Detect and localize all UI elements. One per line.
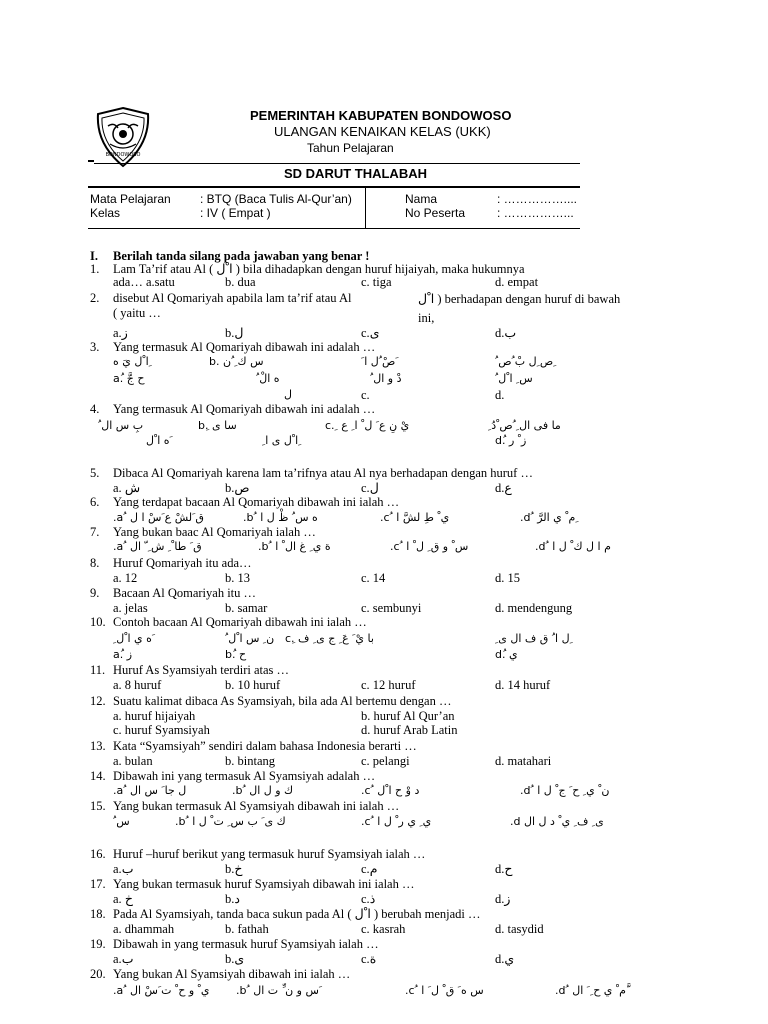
header-exam: ULANGAN KENAIKAN KELAS (UKK) (274, 124, 491, 139)
q11-option-b[interactable]: b. 10 huruf (225, 678, 281, 692)
q17-option-a[interactable]: a. خ (113, 892, 133, 906)
q17-option-b[interactable]: b.د (225, 892, 240, 906)
q7-option-d[interactable]: .d ُ م ا ل ك ْ ل ا (535, 540, 611, 553)
question-2-line2: ( yaitu … (113, 306, 161, 320)
q3-option-a-word[interactable]: ا ْل يَ ه ِ (113, 355, 152, 368)
q12-option-d[interactable]: d. huruf Arab Latin (361, 723, 458, 737)
q2-option-c[interactable]: c.ى (361, 326, 380, 340)
q15-option-c[interactable]: .c ُ ي ِ ي ر ْ ل ا (361, 815, 432, 828)
q18-option-d[interactable]: d. tasydid (495, 922, 544, 936)
q19-option-a[interactable]: a.ب (113, 952, 134, 966)
q17-option-d[interactable]: d.ز (495, 892, 511, 906)
q19-option-d[interactable]: d.ي (495, 952, 515, 966)
q14-option-b[interactable]: .b ُ ك و ل ال (232, 784, 294, 797)
q6-option-a[interactable]: .a ُ ق َلشْ ع َسْ ا ل (113, 511, 204, 524)
q1-option-d[interactable]: d. empat (495, 275, 539, 289)
value-kelas: : IV ( Empat ) (200, 206, 271, 220)
q5-option-a[interactable]: a. ش (113, 481, 141, 495)
q14-option-c[interactable]: .c ُ د وْ ح ا ْل (361, 784, 420, 797)
q1-option-b[interactable]: b. dua (225, 275, 256, 289)
q3-row3-d: d. (495, 388, 505, 402)
question-2-line2-right: ini, (418, 311, 435, 325)
q3-row2-b: ُ ه الْ (256, 372, 280, 385)
label-nama: Nama (405, 192, 438, 206)
header-government: PEMERINTAH KABUPATEN BONDOWOSO (250, 108, 512, 123)
q20-option-b[interactable]: .b ُ س و ن ِّ ت ال َ (236, 984, 323, 997)
q15-option-b[interactable]: .b ُ ك ى َ ب س ِ ت ْ ل ا (175, 815, 286, 828)
q8-option-a[interactable]: a. 12 (113, 571, 138, 585)
q4-row2-d: d.ُ ز ْ ر (495, 434, 527, 447)
question-1-line2: ada… a.satu (113, 275, 175, 289)
q3-row3-b: ل (284, 388, 292, 401)
q11-option-c[interactable]: c. 12 huruf (361, 678, 416, 692)
q3-row3-c: c. (361, 388, 370, 402)
q20-option-a[interactable]: .a ُ ي ْ و ح ْ ت َسْ ال (113, 984, 210, 997)
q4-option-c-word[interactable]: c. ِ يْ نِ ع َ ل ْ ا ِ ع (325, 419, 410, 432)
q14-option-a[interactable]: .a ُ ل جا َ س ال (113, 784, 187, 797)
header-year: Tahun Pelajaran (307, 141, 394, 155)
q13-option-d[interactable]: d. matahari (495, 754, 552, 768)
q6-option-d[interactable]: .d ُ م ْ ي الرَّ ِ (520, 511, 579, 524)
bondowoso-seal-logo (90, 104, 156, 170)
q20-option-d[interactable]: .d ُ م ْ ي ح ِ َ ال َّ (555, 984, 630, 997)
q10-row2-a: a.ُ ز (113, 648, 133, 661)
value-mata-pelajaran: : BTQ (Baca Tulis Al-Qur’an) (200, 192, 352, 206)
q16-option-d[interactable]: d.ح (495, 862, 513, 876)
q13-option-b[interactable]: b. bintang (225, 754, 275, 768)
q11-option-d[interactable]: d. 14 huruf (495, 678, 551, 692)
q9-option-c[interactable]: c. sembunyi (361, 601, 422, 615)
q5-option-c[interactable]: c.ل (361, 481, 379, 495)
q2-option-d[interactable]: d.ب (495, 326, 517, 340)
q8-option-b[interactable]: b. 13 (225, 571, 250, 585)
q14-option-d[interactable]: .d ُ ن ْ ي ِ ح َ ج ْ ل ا (520, 784, 610, 797)
q9-option-a[interactable]: a. jelas (113, 601, 148, 615)
value-nama[interactable]: : …………….... (497, 192, 578, 206)
q15-option-a[interactable]: ُ س (113, 815, 130, 828)
q7-option-c[interactable]: .c ُ س ْ و ق ِ ل ْ ا (390, 540, 469, 553)
q10-row2-d: d.ُ ي (495, 648, 518, 661)
school-name: SD DARUT THALABAH (284, 166, 427, 181)
q7-option-b[interactable]: .b ُ ة ي ِ غ ال ْ ا (258, 540, 331, 553)
question-2-right: ا ْل ) berhadapan dengan huruf di bawah (418, 292, 621, 306)
q3-row2-a: a.ُ ح جَّ (113, 372, 145, 385)
q4-option-d-word[interactable]: ِ ما فی ال ِ ُص ْدُ (488, 419, 561, 432)
q18-option-b[interactable]: b. fathah (225, 922, 269, 936)
q9-option-b[interactable]: b. samar (225, 601, 268, 615)
q3-option-d-word[interactable]: ُ ص ِل بْ ُص ِ (495, 355, 557, 368)
q4-row2-a: ه ا ْل َ (146, 434, 173, 447)
q10-option-b-word[interactable]: ُ ن ِ س ا ْل (225, 632, 275, 645)
q6-option-b[interactable]: .b ُ ه س ُ ظْ ل ا (243, 511, 318, 524)
svg-text:BONDOWOSO: BONDOWOSO (105, 152, 141, 158)
q10-row2-b: b.ُ ح (225, 648, 247, 661)
q19-option-b[interactable]: b.ى (225, 952, 245, 966)
q2-option-b[interactable]: b.ل (225, 326, 244, 340)
q18-option-c[interactable]: c. kasrah (361, 922, 406, 936)
q12-option-a[interactable]: a. huruf hijaiyah (113, 709, 196, 723)
q10-option-a-word[interactable]: ِ ه ي ا ْل َ (113, 632, 156, 645)
q3-option-b-word[interactable]: b. س ك ِ ُن (209, 355, 264, 368)
logo-tick (88, 160, 94, 162)
q17-option-c[interactable]: c.ذ (361, 892, 376, 906)
label-mata-pelajaran: Mata Pelajaran (90, 192, 171, 206)
q13-option-c[interactable]: c. pelangi (361, 754, 410, 768)
q5-option-d[interactable]: d.ع (495, 481, 512, 495)
info-divider-bottom (88, 228, 580, 229)
q4-option-a-word[interactable]: ُ بِ س ال (98, 419, 144, 432)
q3-option-c-word[interactable]: َ صْ ُل ا َ (361, 355, 399, 368)
q16-option-c[interactable]: c.م (361, 862, 378, 876)
q16-option-b[interactable]: b.خ (225, 862, 243, 876)
q5-option-b[interactable]: b.ص (225, 481, 250, 495)
header-divider-top (94, 163, 580, 164)
q6-option-c[interactable]: .c ُ ي ْ طِ لشَّ ا (380, 511, 450, 524)
q16-option-a[interactable]: a.ب (113, 862, 134, 876)
q8-option-d[interactable]: d. 15 (495, 571, 520, 585)
q4-row2-c: ِ ا ْل ى ا ِ (262, 434, 302, 447)
header-divider (88, 186, 580, 188)
q19-option-c[interactable]: c.ة (361, 952, 377, 966)
q2-option-a[interactable]: a.ز (113, 326, 128, 340)
q7-option-a[interactable]: .a ُ ق َ طا ْ ِ ش ِ ّ ال (113, 540, 202, 553)
info-vertical-divider (365, 188, 366, 228)
label-no-peserta: No Peserta (405, 206, 466, 220)
q20-option-c[interactable]: .c ُ س ه َ ق ْ ل َ ا (405, 984, 484, 997)
label-kelas: Kelas (90, 206, 121, 220)
q10-option-d-word[interactable]: ِ ل ا ُ ق ف ال ى ِ (495, 632, 573, 645)
q9-option-d[interactable]: d. mendengung (495, 601, 573, 615)
q12-option-c[interactable]: c. huruf Syamsiyah (113, 723, 210, 737)
q8-option-c[interactable]: c. 14 (361, 571, 386, 585)
q4-option-b-word[interactable]: b.ِ سا ى (198, 419, 237, 432)
q3-row2-d: ُ س ِ ا ْل (495, 372, 533, 385)
value-no-peserta[interactable]: : ……………... (497, 206, 574, 220)
q13-option-a[interactable]: a. bulan (113, 754, 153, 768)
q10-option-c-word[interactable]: c.ِ با يْ َ عَ ِ ج ى ِ ف (285, 632, 374, 645)
q18-option-a[interactable]: a. dhammah (113, 922, 175, 936)
q1-option-c[interactable]: c. tiga (361, 275, 392, 289)
q3-row2-c: ُ دْ و ال (370, 372, 402, 385)
q11-option-a[interactable]: a. 8 huruf (113, 678, 162, 692)
q15-option-d[interactable]: .d ى ِ ف ِ ي ْ د ل ال (510, 815, 604, 828)
q12-option-b[interactable]: b. huruf Al Qur’an (361, 709, 455, 723)
